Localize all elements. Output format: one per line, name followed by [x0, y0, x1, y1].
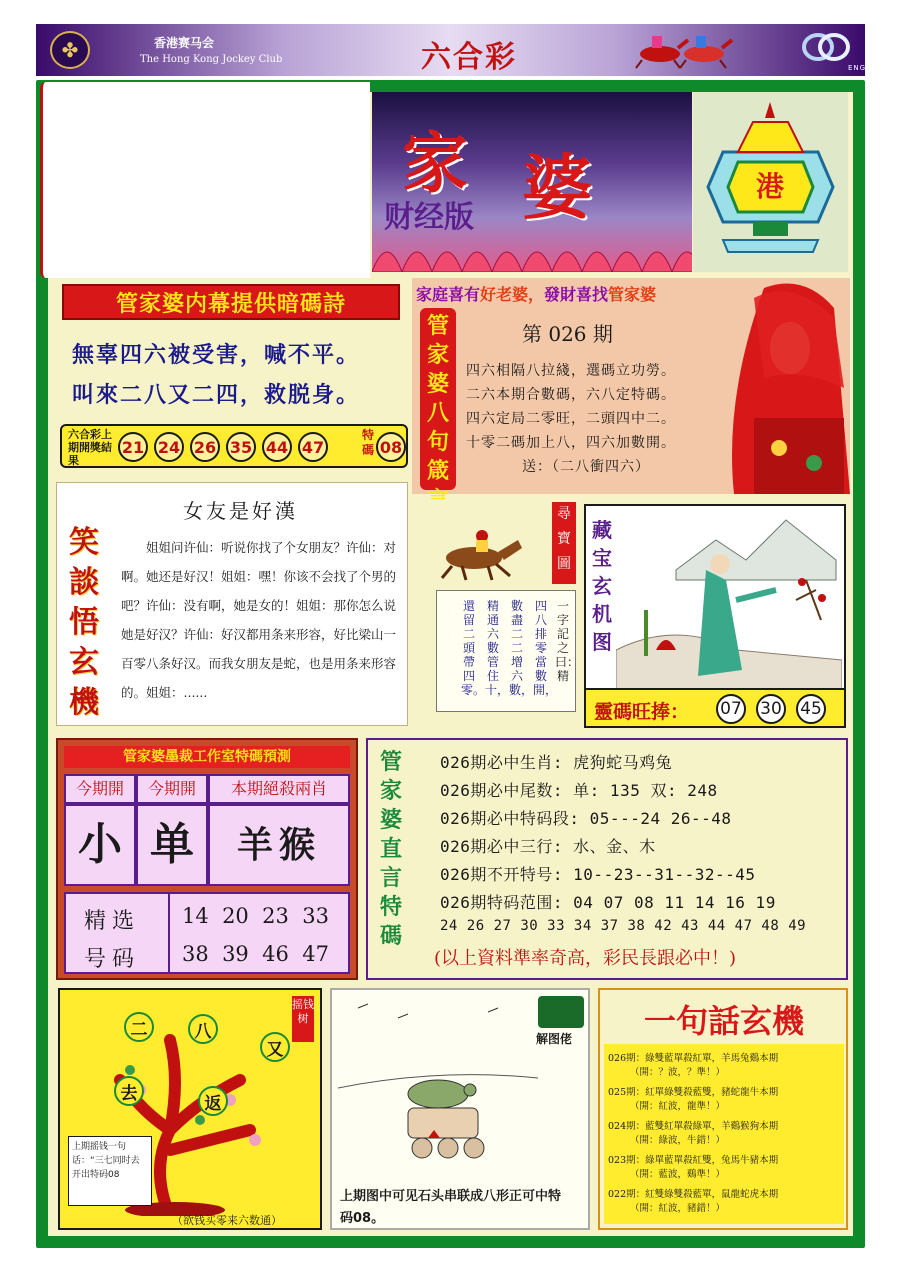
scroll-column: 數盡二二增六數， [509, 599, 534, 697]
direct-line: 026期必中生肖: 虎狗蛇马鸡兔 [440, 753, 673, 772]
money-tree-caption: （欲钱买零来六数通） [172, 1214, 282, 1227]
result-ball: 35 [226, 432, 256, 462]
direct-line: 24 26 27 30 33 34 37 38 42 43 44 47 48 49 [440, 918, 807, 934]
eight-headline-c: 發財喜找 [544, 285, 609, 304]
picks-row: 38 39 46 47 [182, 942, 329, 966]
joke-body: 姐姐问许仙：听说你找了个女朋友？许仙：对啊。她还是好汉！姐姐：嘿！你该不会找了个男的吧？许仙：没有啊，她是女的！姐姐：那你怎么说她是好汉？许仙：好汉都用条来形容，好比梁山一百零八条好汉。而我女朋友是蛇，也是用条来形容的。姐姐：...... [121, 540, 397, 700]
eight-side-title: 管家婆八句箴 [420, 308, 456, 490]
solver-icon [538, 996, 584, 1028]
lucky-ball: 45 [796, 694, 826, 724]
direct-words-panel [366, 738, 848, 980]
tree-word: 八 [188, 1014, 218, 1044]
result-ball: 21 [118, 432, 148, 462]
prediction-parity: 单 [136, 804, 208, 886]
direct-line: 026期特码范围: 04 07 08 11 14 16 19 [440, 893, 776, 912]
lantern-badge: 港 [755, 170, 785, 203]
last-draw-result [60, 424, 408, 468]
prediction-killed-zodiac: 羊猴 [208, 804, 350, 886]
tree-word: 二 [124, 1012, 154, 1042]
poem-line-2: 叫來二八又二四，救脱身。 [72, 382, 361, 408]
mark-six-logo-icon [796, 32, 856, 62]
tree-word: 又 [260, 1032, 290, 1062]
gang-lantern-panel [693, 92, 848, 272]
one-entry-result: （開：？波，？準！） [630, 1067, 726, 1078]
result-ball: 47 [298, 432, 328, 462]
lucky-numbers [584, 688, 846, 728]
one-entry: 024期：藍雙紅單殺綠單，羊鷄猴狗本期 [608, 1121, 779, 1132]
racehorses-icon [634, 30, 746, 70]
prediction-table [56, 738, 358, 980]
one-entry: 025期：紅單綠雙殺藍雙，豬蛇龍牛本期 [608, 1087, 779, 1098]
prediction-col-header: 今期開 [136, 774, 208, 804]
riddle-scroll [436, 590, 580, 712]
picks-row: 14 20 23 33 [182, 904, 329, 928]
site-header [36, 24, 886, 76]
picks-label: 精选 [84, 909, 141, 934]
one-entry-result: （開：藍波，鷄準！） [630, 1169, 726, 1180]
prediction-col-header: 今期開 [64, 774, 136, 804]
picks-label: 号码 [84, 947, 141, 972]
blank-placeholder [40, 82, 370, 278]
eight-line: 送：（二八衝四六） [522, 459, 650, 475]
one-entry-result: （開：紅波，龍準！） [630, 1101, 726, 1112]
treasure-panel [418, 500, 850, 728]
result-ball: 26 [190, 432, 220, 462]
one-sentence-heading: 一句話玄機 [643, 1002, 804, 1040]
lucky-label: 靈碼旺捧： [594, 701, 690, 723]
issue-number: 第 026 期 [522, 322, 613, 346]
eight-sentence-panel [412, 278, 850, 494]
solver-label: 解图佬 [536, 1032, 573, 1046]
lotus-decoration-icon [372, 232, 692, 272]
direct-side-title: 管家婆直言特碼 [379, 749, 402, 949]
brand-title: 六合彩 [421, 40, 517, 75]
eight-line: 十零二碼加上八，四六加數開。 [466, 435, 676, 451]
direct-line: 026期不开特号: 10--23--31--32--45 [440, 865, 756, 884]
one-sentence-list [604, 1044, 844, 1224]
one-entry: 022期：紅雙綠雙殺藍單，鼠龍蛇虎本期 [608, 1189, 779, 1200]
english-link[interactable]: ENGLISH [848, 64, 886, 72]
one-entry-result: （開：綠波，牛錯！） [630, 1135, 726, 1146]
treasure-picture-title: 藏宝玄机图 [592, 518, 612, 654]
special-ball: 08 [376, 432, 406, 462]
direct-line: 026期必中特码段: 05---24 26--48 [440, 809, 732, 828]
org-name-cn: 香港赛马会 [154, 36, 215, 50]
joke-title: 女友是好漢 [183, 499, 298, 523]
puzzle-caption: 上期图中可见石头串联成八形正可中特码08。 [340, 1189, 562, 1226]
prediction-size: 小 [64, 804, 136, 886]
money-tree-note: 上期摇钱一句话：“三七同时去开出特码08 [68, 1136, 152, 1206]
jockey-horse-icon [432, 522, 528, 582]
banner-title-2: 婆 [522, 146, 592, 229]
money-tree-tag: 摇钱树 [292, 996, 314, 1042]
sage-landscape-icon [616, 510, 842, 690]
tree-word: 去 [114, 1076, 144, 1106]
turtle-rocks-icon [338, 998, 538, 1184]
special-label: 特碼 [362, 428, 375, 457]
eight-headline-d: 管家婆 [608, 285, 657, 304]
tree-word: 返 [198, 1086, 228, 1116]
lantern-icon [693, 92, 848, 272]
result-label: 六合彩上期開獎結果 [68, 428, 112, 467]
direct-line: 026期必中尾数: 单: 135 双: 248 [440, 781, 718, 800]
one-entry: 026期：綠雙藍單殺紅單，羊馬兔鷄本期 [608, 1053, 779, 1064]
picks-divider [168, 892, 170, 974]
eight-line: 二六本期合數碼，六八定特碼。 [466, 387, 676, 403]
joke-side-title: 笑談悟玄機 [69, 525, 99, 720]
treasure-picture [584, 504, 846, 696]
one-sentence-panel [598, 988, 848, 1230]
scroll-column: 四八排零當數開， [533, 599, 558, 697]
jockey-club-logo-icon[interactable]: ✤ [50, 31, 90, 69]
prediction-heading: 管家婆墨裁工作室特碼預測 [64, 746, 350, 768]
poem-line-1: 無辜四六被受害，喊不平。 [72, 342, 361, 368]
poem-heading: 管家婆内幕提供暗碼詩 [62, 284, 400, 320]
title-banner [372, 92, 692, 272]
direct-line: 026期必中三行: 水、金、木 [440, 837, 656, 856]
poem-panel [52, 278, 410, 474]
result-ball: 24 [154, 432, 184, 462]
scroll-column: 一字記之曰：精 [555, 599, 580, 683]
eight-headline [416, 282, 656, 305]
lucky-ball: 07 [716, 694, 746, 724]
eight-line: 四六定局二零旺，二頭四中二。 [466, 411, 676, 427]
money-tree-panel [58, 988, 322, 1230]
scroll-column: 還留二頭帶四零。 [461, 599, 486, 697]
eight-headline-a: 家庭喜有 [416, 285, 481, 304]
lucky-ball: 30 [756, 694, 786, 724]
scroll-column: 精通六數管住十， [485, 599, 510, 697]
banner-title-1: 家 [402, 124, 468, 202]
puzzle-solver-badge [534, 996, 588, 1048]
joke-panel [56, 482, 408, 726]
one-entry-result: （開：紅波，豬錯！） [630, 1203, 726, 1214]
treasure-tag: 尋寶圖 [552, 502, 576, 584]
org-name-en: The Hong Kong Jockey Club [140, 54, 283, 65]
eight-headline-b: 好老婆， [480, 285, 545, 304]
result-ball: 44 [262, 432, 292, 462]
one-entry: 023期：綠單藍單殺紅雙，兔馬牛豬本期 [608, 1155, 779, 1166]
direct-footer: (以上資料準率奇高，彩民長跟必中！) [434, 948, 737, 969]
banner-subtitle: 财经版 [384, 200, 474, 235]
prediction-col-header: 本期絕殺兩肖 [208, 774, 350, 804]
bride-illustration-icon [724, 278, 850, 494]
eight-line: 四六相隔八拉綫，選碼立功勞。 [466, 363, 676, 379]
